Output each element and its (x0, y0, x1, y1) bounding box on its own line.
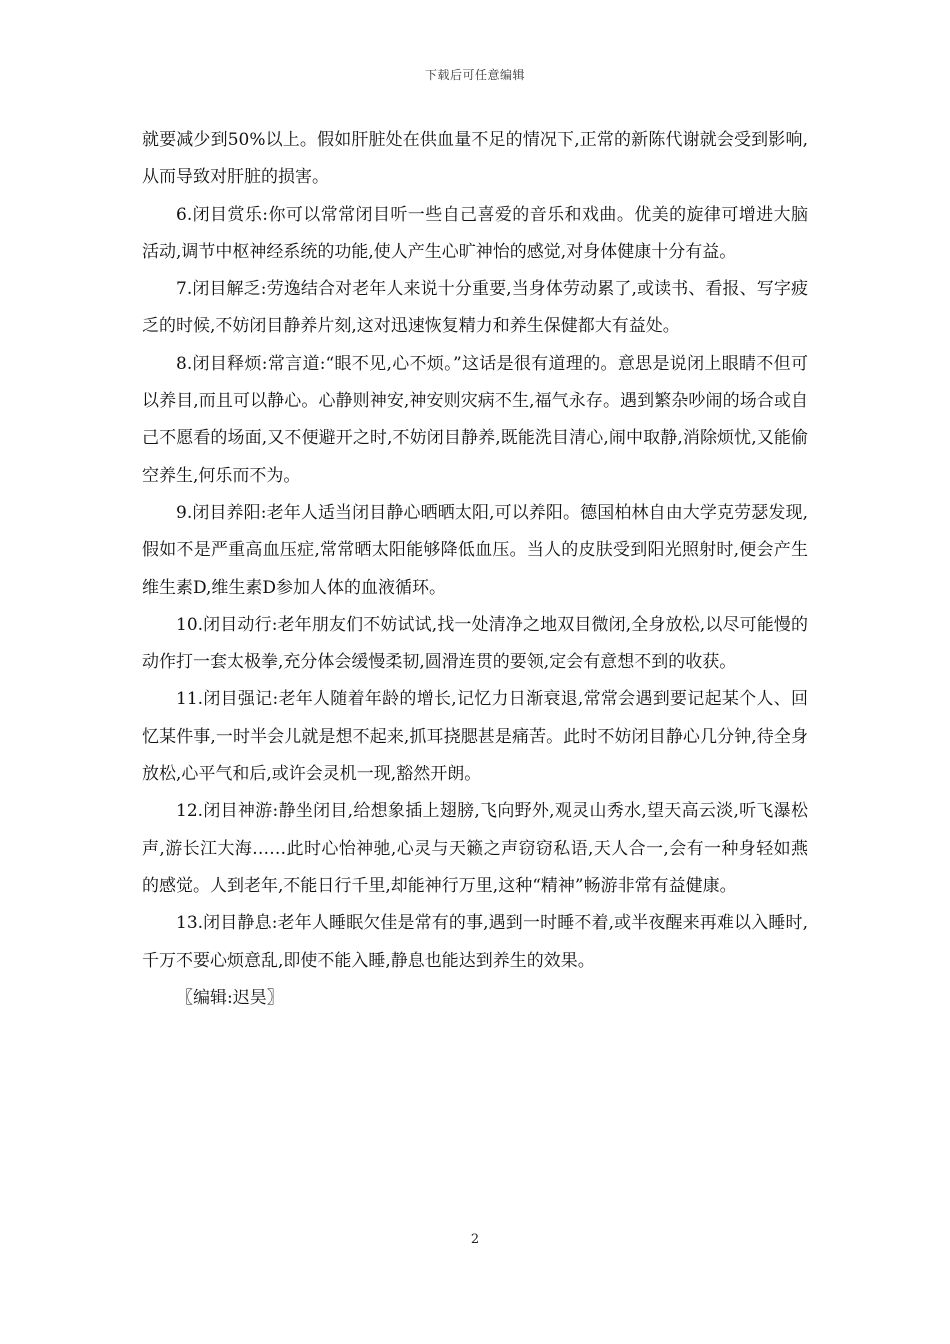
paragraph-10-taichi: 10.闭目动行:老年朋友们不妨试试,找一处清净之地双目微闭,全身放松,以尽可能慢的动作打一套太极拳,充分体会缓慢柔韧,圆滑连贯的要领,定会有意想不到的收获。 (142, 614, 808, 673)
document-body (142, 122, 808, 1017)
paragraph-11-memory: 11.闭目强记:老年人随着年龄的增长,记忆力日渐衰退,常常会遇到要记起某个人、回忆某件事,一时半会儿就是想不起来,抓耳挠腮甚是痛苦。此时不妨闭目静心几分钟,待全身放松,心平气和后,或许会灵机一现,豁然开朗。 (142, 689, 808, 785)
page-number: 2 (470, 1232, 480, 1247)
paragraph-8-worry: 8.闭目释烦:常言道:“眼不见,心不烦。”这话是很有道理的。意思是说闭上眼睛不但可以养目,而且可以静心。心静则神安,神安则灾病不生,福气永存。遇到繁杂吵闹的场合或自己不愿看的场面,又不便避开之时,不妨闭目静养,既能洗目清心,闹中取静,消除烦忧,又能偷空养生,何乐而不为。 (142, 353, 808, 486)
paragraph-12-imagination: 12.闭目神游:静坐闭目,给想象插上翅膀,飞向野外,观灵山秀水,望天高云淡,听飞瀑松声,游长江大海……此时心怡神驰,心灵与天籁之声窃窃私语,天人合一,会有一种身轻如燕的感觉。人到老年,不能日行千里,却能神行万里,这种“精神”畅游非常有益健康。 (142, 801, 808, 896)
paragraph-6-music: 6.闭目赏乐:你可以常常闭目听一些自己喜爱的音乐和戏曲。优美的旋律可增进大脑活动,调节中枢神经系统的功能,使人产生心旷神怡的感觉,对身体健康十分有益。 (142, 204, 808, 262)
paragraph-continued: 就要减少到50%以上。假如肝脏处在供血量不足的情况下,正常的新陈代谢就会受到影响,从而导致对肝脏的损害。 (142, 130, 808, 188)
paragraph-9-sunlight: 9.闭目养阳:老年人适当闭目静心晒晒太阳,可以养阳。德国柏林自由大学克劳瑟发现,假如不是严重高血压症,常常晒太阳能够降低血压。当人的皮肤受到阳光照射时,便会产生维生素D,维生素D参加人体的血液循环。 (142, 502, 808, 598)
paragraph-13-rest: 13.闭目静息:老年人睡眠欠佳是常有的事,遇到一时睡不着,或半夜醒来再难以入睡时,千万不要心烦意乱,即使不能入睡,静息也能达到养生的效果。 (142, 913, 808, 971)
editor-note: 〖编辑:迟昊〗 (176, 987, 284, 1008)
paragraph-7-fatigue: 7.闭目解乏:劳逸结合对老年人来说十分重要,当身体劳动累了,或读书、看报、写字疲乏的时候,不妨闭目静养片刻,这对迅速恢复精力和养生保健都大有益处。 (142, 279, 808, 337)
page-header: 下载后可任意编辑 (424, 68, 525, 82)
